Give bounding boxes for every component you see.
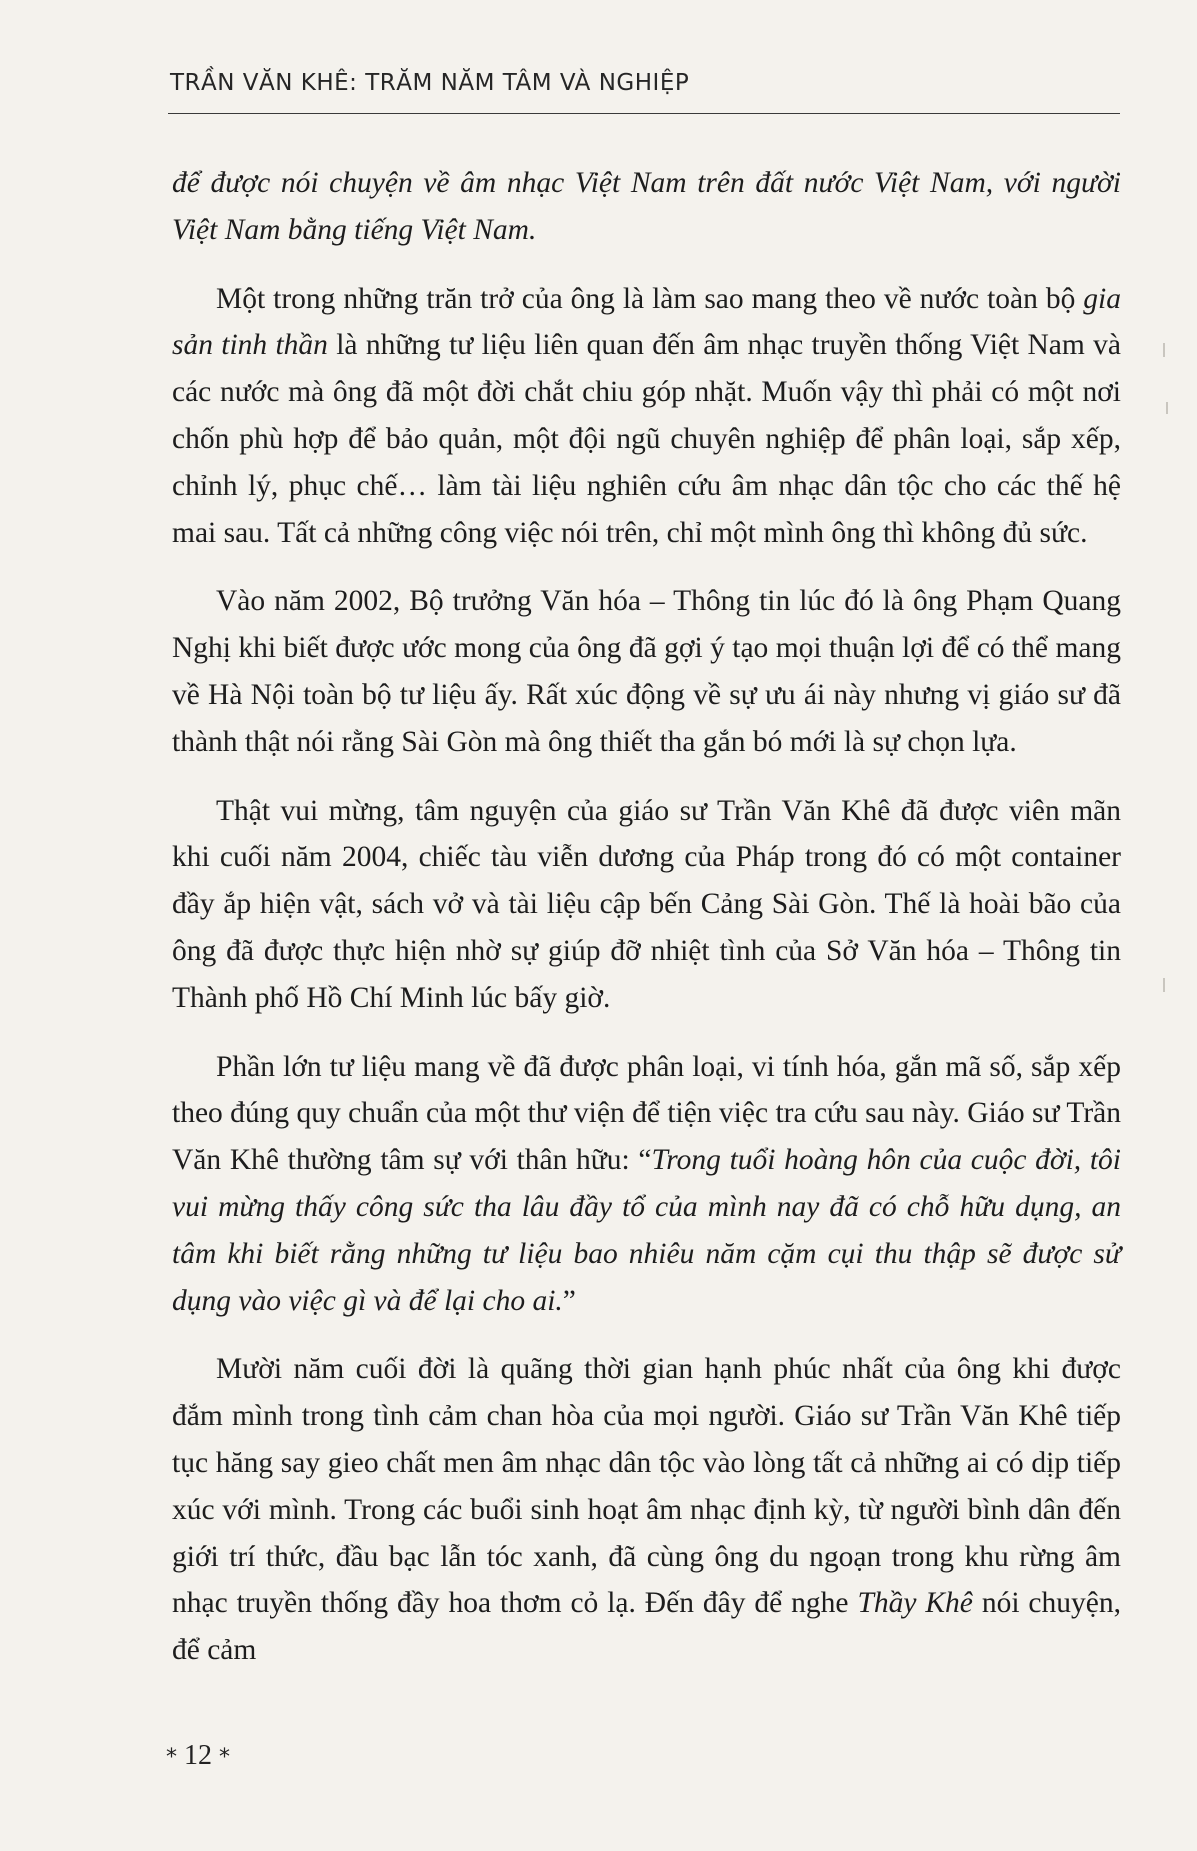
paragraph xyxy=(172,1044,1121,1325)
italic-run: Thầy Khê xyxy=(857,1587,973,1620)
page-number: 12 xyxy=(184,1740,212,1771)
italic-run: để được nói chuyện về âm nhạc Việt Nam trên đất nước Việt Nam, với người Việt Nam bằng tiếng Việt Nam. xyxy=(172,167,1121,246)
margin-speck xyxy=(1163,343,1165,357)
ornament-star: * xyxy=(166,1745,177,1770)
text-run: Phần lớn tư liệu mang về đã được phân loại, vi tính hóa, gắn mã số, sắp xếp theo đúng quy chuẩn của một thư viện để tiện việc tra cứu sau này. Giáo sư Trần Văn Khê thường tâm sự với thân hữu: “ xyxy=(172,1050,1121,1177)
paragraph xyxy=(172,578,1121,765)
text-run: nói chuyện, để cảm xyxy=(172,1587,1121,1667)
italic-run: Trong tuổi hoàng hôn của cuộc đời, tôi vui mừng thấy công sức tha lâu đầy tổ của mình nay đã có chỗ hữu dụng, an tâm khi biết rằng những tư liệu bao nhiêu năm cặm cụi thu thập sẽ được sử dụng vào việc gì và để lại cho ai. xyxy=(172,1144,1121,1317)
text-run: ” xyxy=(562,1284,576,1317)
body-text xyxy=(172,160,1121,1674)
margin-speck xyxy=(1166,402,1168,414)
running-header: TRẦN VĂN KHÊ: TRĂM NĂM TÂM VÀ NGHIỆP xyxy=(170,70,690,96)
header-rule xyxy=(168,113,1120,114)
text-run: Vào năm 2002, Bộ trưởng Văn hóa – Thông tin lúc đó là ông Phạm Quang Nghị khi biết được ước mong của ông đã gợi ý tạo mọi thuận lợi để có thể mang về Hà Nội toàn bộ tư liệu ấy. Rất xúc động về sự ưu ái này nhưng vị giáo sư đã thành thật nói rằng Sài Gòn mà ông thiết tha gắn bó mới là sự chọn lựa. xyxy=(172,585,1121,758)
italic-run: gia sản tinh thần xyxy=(172,282,1121,362)
paragraph xyxy=(172,1346,1121,1674)
paragraph xyxy=(172,276,1121,557)
text-run: Một trong những trăn trở của ông là làm sao mang theo về nước toàn bộ xyxy=(216,282,1084,315)
paragraph xyxy=(172,160,1121,254)
paragraph xyxy=(172,788,1121,1022)
page-footer xyxy=(166,1740,230,1772)
text-run: Thật vui mừng, tâm nguyện của giáo sư Trần Văn Khê đã được viên mãn khi cuối năm 2004, chiếc tàu viễn dương của Pháp trong đó có một container đầy ắp hiện vật, sách vở và tài liệu cập bến Cảng Sài Gòn. Thế là hoài bão của ông đã được thực hiện nhờ sự giúp đỡ nhiệt tình của Sở Văn hóa – Thông tin Thành phố Hồ Chí Minh lúc bấy giờ. xyxy=(172,794,1121,1014)
margin-speck xyxy=(1163,978,1165,992)
ornament-star: * xyxy=(219,1745,230,1770)
text-run: là những tư liệu liên quan đến âm nhạc truyền thống Việt Nam và các nước mà ông đã một đời chắt chiu góp nhặt. Muốn vậy thì phải có một nơi chốn phù hợp để bảo quản, một đội ngũ chuyên nghiệp để phân loại, sắp xếp, chỉnh lý, phục chế… làm tài liệu nghiên cứu âm nhạc dân tộc cho các thế hệ mai sau. Tất cả những công việc nói trên, chỉ một mình ông thì không đủ sức. xyxy=(172,329,1121,549)
text-run: Mười năm cuối đời là quãng thời gian hạnh phúc nhất của ông khi được đắm mình trong tình cảm chan hòa của mọi người. Giáo sư Trần Văn Khê tiếp tục hăng say gieo chất men âm nhạc dân tộc vào lòng tất cả những ai có dịp tiếp xúc với mình. Trong các buổi sinh hoạt âm nhạc định kỳ, từ người bình dân đến giới trí thức, đầu bạc lẫn tóc xanh, đã cùng ông du ngoạn trong khu rừng âm nhạc truyền thống đầy hoa thơm cỏ lạ. Đến đây để nghe xyxy=(172,1353,1121,1620)
